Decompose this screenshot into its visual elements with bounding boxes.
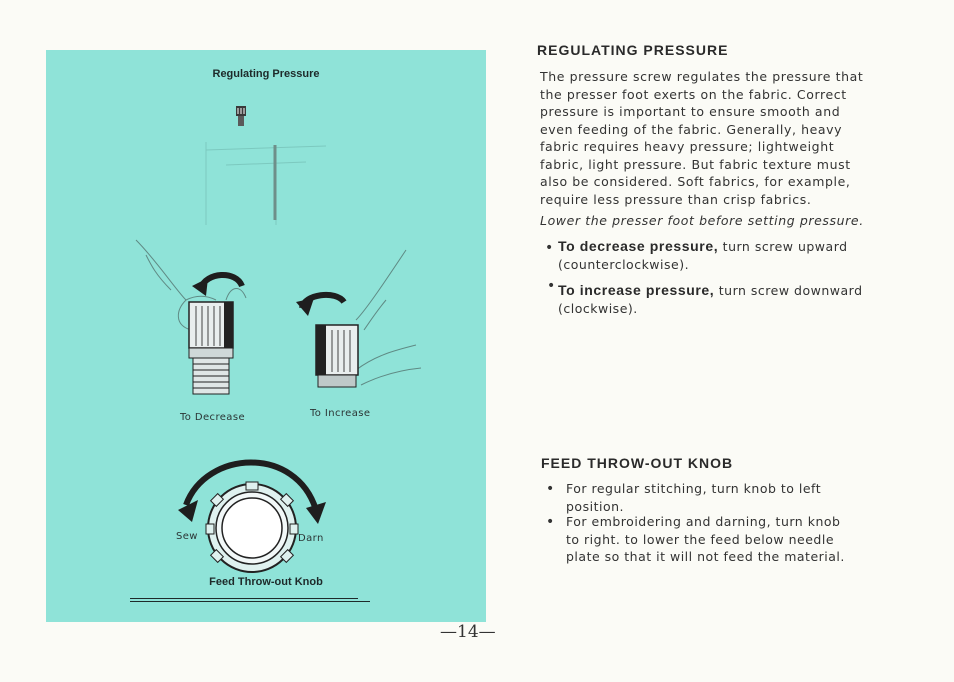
caption-sew: Sew — [176, 531, 198, 542]
pressure-line: require less pressure than crisp fabrics. — [540, 191, 812, 207]
decrease-instruction — [558, 238, 848, 273]
illustration-title-bottom: Feed Throw-out Knob — [209, 576, 323, 588]
feed-item-line: For regular stitching, turn knob to left — [566, 481, 822, 496]
heading-feed-throw-out-knob: FEED THROW-OUT KNOB — [541, 455, 734, 471]
bullet-dot: • — [546, 514, 555, 530]
increase-label: To increase pressure, — [558, 282, 715, 298]
feed-item-line: plate so that it will not feed the material. — [566, 549, 845, 564]
heading-regulating-pressure: REGULATING PRESSURE — [537, 42, 729, 58]
decrease-label: To decrease pressure, — [558, 238, 719, 254]
clockwise-arrow-icon — [296, 295, 344, 316]
feed-item-line: For embroidering and darning, turn knob — [566, 514, 841, 529]
pressure-line: also be considered. Soft fabrics, for example, — [540, 174, 851, 189]
machine-head-sketch — [206, 142, 326, 225]
pressure-line: fabric requires heavy pressure; lightweight — [540, 139, 835, 154]
decrease-text: turn screw upward — [718, 239, 848, 254]
underline-rule — [130, 598, 358, 599]
increase-text-2: (clockwise). — [558, 300, 638, 316]
feed-throw-out-knob — [206, 482, 298, 572]
pressure-line: fabric, light pressure. But fabric texture must — [540, 156, 851, 172]
counterclockwise-arrow-icon — [192, 275, 242, 296]
increase-instruction — [558, 282, 863, 317]
pressure-line: even feeding of the fabric. Generally, heavy — [540, 121, 843, 137]
pressure-illustration — [46, 50, 486, 622]
feed-item-line: position. — [566, 498, 624, 514]
page-number: —14— — [440, 622, 496, 642]
feed-item-regular — [566, 480, 821, 515]
screw-decrease — [189, 302, 233, 394]
pressure-line: the presser foot exerts on the fabric. Correct — [540, 86, 847, 102]
pressure-note: Lower the presser foot before setting pressure. — [540, 213, 864, 228]
pressure-line: pressure is important to ensure smooth and — [540, 104, 841, 119]
caption-darn: Darn — [298, 533, 324, 544]
right-hand-sketch — [356, 250, 421, 385]
bullet-dot: • — [546, 481, 555, 497]
caption-to-decrease: To Decrease — [180, 412, 245, 423]
underline-rule-2 — [130, 601, 370, 602]
illustration-title-top: Regulating Pressure — [212, 68, 320, 80]
decrease-text-2: (counterclockwise). — [558, 256, 690, 272]
screw-increase — [316, 325, 358, 387]
feed-item-line: to right. to lower the feed below needle — [566, 531, 835, 547]
bullet-dot: • — [547, 278, 556, 294]
pressure-line: The pressure screw regulates the pressure that — [540, 69, 864, 84]
caption-to-increase: To Increase — [310, 408, 371, 419]
increase-text: turn screw downward — [714, 283, 863, 298]
bullet-dot: • — [545, 240, 554, 256]
pressure-screw-icon — [236, 106, 246, 126]
illustration-panel — [46, 50, 486, 622]
pressure-paragraph — [540, 68, 863, 208]
feed-item-embroidering — [566, 513, 845, 566]
